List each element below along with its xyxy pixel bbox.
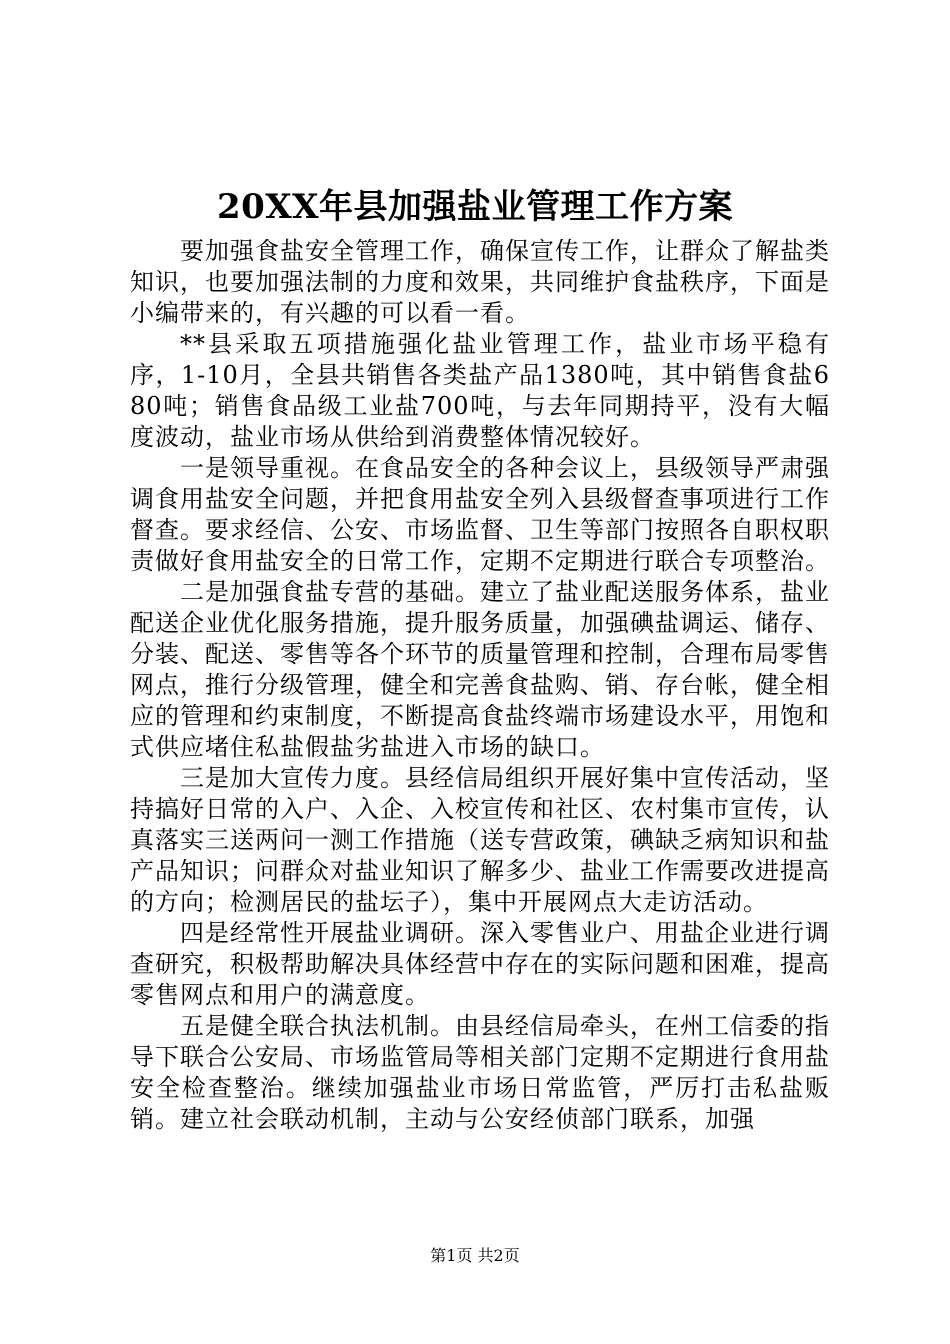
- document-body: [130, 236, 830, 1135]
- paragraph-measure-3: 三是加大宣传力度。县经信局组织开展好集中宣传活动，坚持搞好日常的入户、入企、入校宣传和社区、农村集市宣传，认真落实三送两问一测工作措施（送专营政策，碘缺乏病知识和盐产品知识；问群众对盐业知识了解多少、盐业工作需要改进提高的方向；检测居民的盐坛子），集中开展网点大走访活动。: [130, 764, 830, 916]
- page-number-footer: 第1页 共2页: [430, 1246, 520, 1265]
- document-title: 20XX年县加强盐业管理工作方案: [216, 187, 734, 227]
- paragraph-measure-1: 一是领导重视。在食品安全的各种会议上，县级领导严肃强调食用盐安全问题，并把食用盐安全列入县级督查事项进行工作督查。要求经信、公安、市场监督、卫生等部门按照各自职权职责做好食用盐安全的日常工作，定期不定期进行联合专项整治。: [130, 454, 830, 575]
- paragraph-measure-2: 二是加强食盐专营的基础。建立了盐业配送服务体系，盐业配送企业优化服务措施，提升服务质量，加强碘盐调运、储存、分装、配送、零售等各个环节的质量管理和控制，合理布局零售网点，推行分级管理，健全和完善食盐购、销、存台帐，健全相应的管理和约束制度，不断提高食盐终端市场建设水平，用饱和式供应堵住私盐假盐劣盐进入市场的缺口。: [130, 578, 830, 761]
- paragraph-intro: 要加强食盐安全管理工作，确保宣传工作，让群众了解盐类知识，也要加强法制的力度和效果，共同维护食盐秩序，下面是小编带来的，有兴趣的可以看一看。: [130, 237, 830, 327]
- paragraph-measure-4: 四是经常性开展盐业调研。深入零售业户、用盐企业进行调查研究，积极帮助解决具体经营中存在的实际问题和困难，提高零售网点和用户的满意度。: [130, 919, 830, 1009]
- paragraph-overview: **县采取五项措施强化盐业管理工作，盐业市场平稳有序，1-10月，全县共销售各类盐产品1380吨，其中销售食盐680吨；销售食品级工业盐700吨，与去年同期持平，没有大幅度波动，盐业市场从供给到消费整体情况较好。: [130, 330, 830, 451]
- paragraph-measure-5: 五是健全联合执法机制。由县经信局牵头，在州工信委的指导下联合公安局、市场监管局等相关部门定期不定期进行食用盐安全检查整治。继续加强盐业市场日常监管，严厉打击私盐贩销。建立社会联动机制，主动与公安经侦部门联系，加强: [130, 1012, 830, 1133]
